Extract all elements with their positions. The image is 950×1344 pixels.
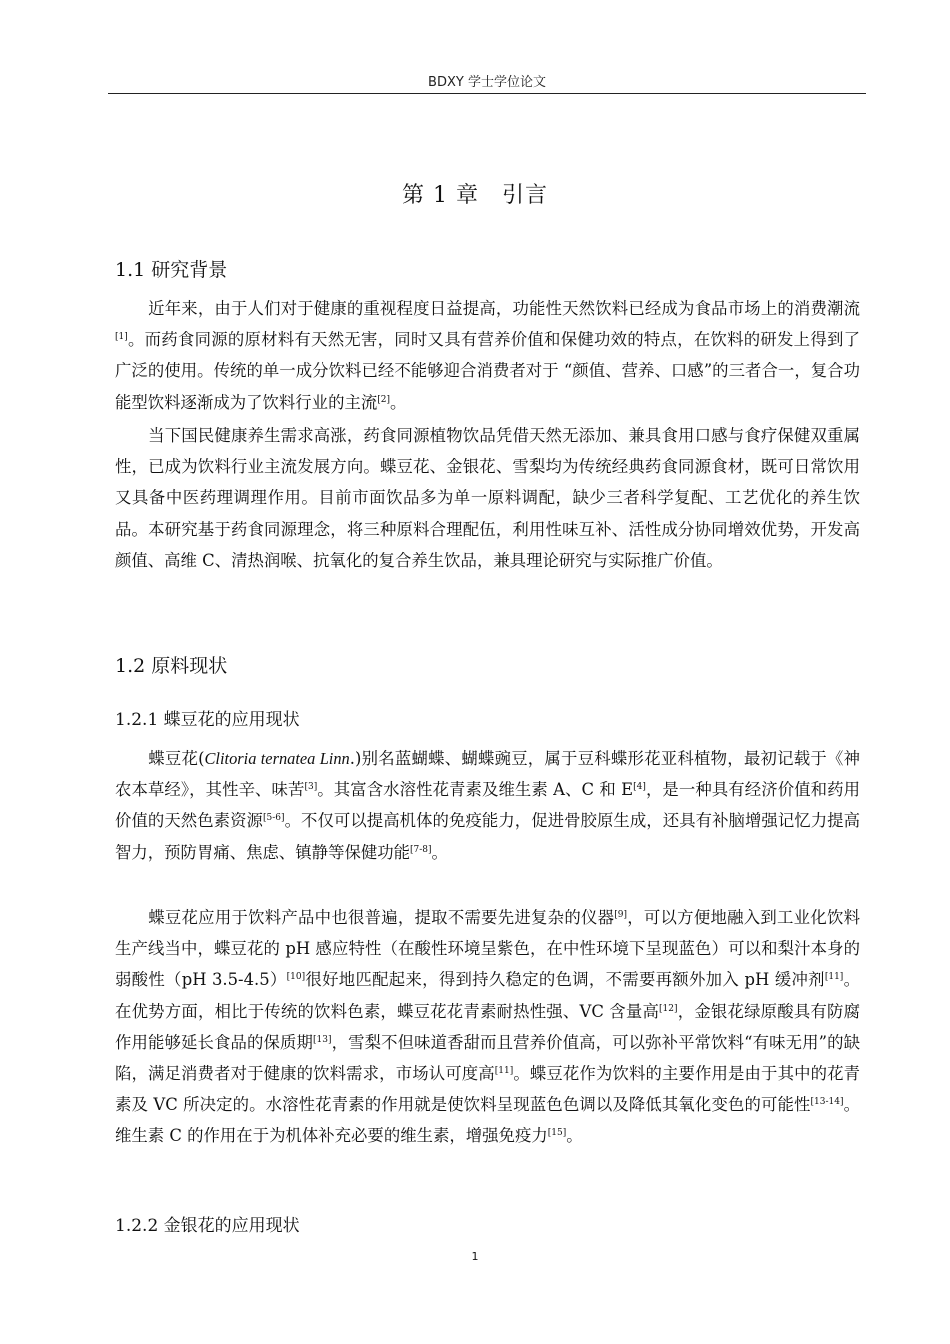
paragraph-butterfly-pea-1: 蝶豆花(Clitoria ternatea Linn.)别名蓝蝴蝶、蝴蝶豌豆，属于豆科蝶形花亚科植物，最初记载于《神农本草经》，其性辛、味苦[3]。其富含水溶性花青素及维生素 A、C 和 E[4]，是一种具有经济价值和药用价值的天然色素资源[5-6]。不仅可以提高机体的免疫能力，促进骨胶原生成，还具有补脑增强记忆力提高智力，预防胃痛、焦虑、镇静等保健功能[7-8]。: [115, 749, 861, 862]
section-heading-1-2: 1.2 原料现状: [115, 655, 228, 677]
header-title: BDXY 学士学位论文: [428, 75, 546, 90]
page-header: [108, 0, 866, 94]
section-heading-1-2-2: 1.2.2 金银花的应用现状: [115, 1216, 300, 1236]
section-heading-1-1: 1.1 研究背景: [115, 259, 228, 281]
paragraph-butterfly-pea-2: 蝶豆花应用于饮料产品中也很普遍，提取不需要先进复杂的仪器[9]，可以方便地融入到工业化饮料生产线当中，蝶豆花的 pH 感应特性（在酸性环境呈紫色，在中性环境下呈现蓝色）可以和梨汁本身的弱酸性（pH 3.5-4.5）[10]很好地匹配起来，得到持久稳定的色调，不需要再额外加入 pH 缓冲剂[11]。在优势方面，相比于传统的饮料色素，蝶豆花花青素耐热性强、VC 含量高[12]，金银花绿原酸具有防腐作用能够延长食品的保质期[13]，雪梨不但味道香甜而且营养价值高，可以弥补平常饮料“有味无用”的缺陷，满足消费者对于健康的饮料需求，市场认可度高[11]。蝶豆花作为饮料的主要作用是由于其中的花青素及 VC 所决定的。水溶性花青素的作用就是使饮料呈现蓝色色调以及降低其氧化变色的可能性[13-14]。维生素 C 的作用在于为机体补充必要的维生素，增强免疫力[15]。: [115, 908, 861, 1146]
section-heading-1-2-1: 1.2.1 蝶豆花的应用现状: [115, 710, 300, 730]
paragraph-research-background-2: 当下国民健康养生需求高涨，药食同源植物饮品凭借天然无添加、兼具食用口感与食疗保健双重属性，已成为饮料行业主流发展方向。蝶豆花、金银花、雪梨均为传统经典药食同源食材，既可日常饮用又具备中医药理调理作用。目前市面饮品多为单一原料调配，缺少三者科学复配、工艺优化的养生饮品。本研究基于药食同源理念，将三种原料合理配伍，利用性味互补、活性成分协同增效优势，开发高颜值、高维 C、清热润喉、抗氧化的复合养生饮品，兼具理论研究与实际推广价值。: [115, 426, 860, 570]
page-number: 1: [471, 1250, 479, 1263]
paragraph-research-background-1: 近年来，由于人们对于健康的重视程度日益提高，功能性天然饮料已经成为食品市场上的消费潮流[1]。而药食同源的原材料有天然无害，同时又具有营养价值和保健功效的特点，在饮料的研发上得到了广泛的使用。传统的单一成分饮料已经不能够迎合消费者对于 “颜值、营养、口感”的三者合一，复合功能型饮料逐渐成为了饮料行业的主流[2]。: [115, 299, 860, 412]
chapter-title: 第 1 章 引言: [402, 183, 548, 208]
